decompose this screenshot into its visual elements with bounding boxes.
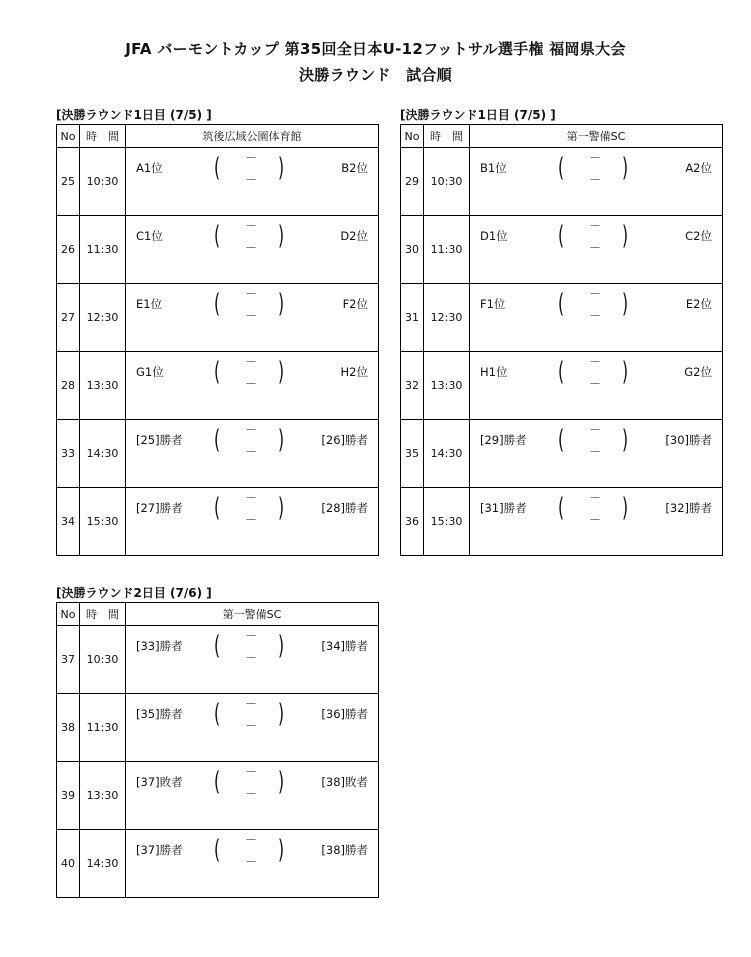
match-row <box>57 488 379 556</box>
score-dash-top: － <box>245 151 258 165</box>
match-no: 26 <box>57 216 80 284</box>
score-dash-top: － <box>245 423 258 437</box>
match-pairing <box>470 148 722 215</box>
score-bracket-right: ) <box>278 221 285 251</box>
match-cell <box>126 762 379 830</box>
score-dash-top: － <box>245 833 258 847</box>
score-bracket-left: ( <box>214 699 221 729</box>
section-label: [決勝ラウンド1日目 (7/5) ] <box>400 108 556 122</box>
match-row <box>57 148 379 216</box>
home-team: A1位 <box>136 161 163 175</box>
score-dash-top: － <box>245 287 258 301</box>
match-pairing <box>470 420 722 487</box>
match-cell <box>126 488 379 556</box>
home-team: [35]勝者 <box>136 707 183 721</box>
match-no: 31 <box>401 284 424 352</box>
match-pairing <box>126 216 378 283</box>
match-row <box>57 830 379 898</box>
score-dash-bottom: － <box>245 855 258 869</box>
match-pairing <box>126 830 378 897</box>
header-time: 時 間 <box>80 603 126 626</box>
match-pairing <box>126 762 378 829</box>
score-dash-top: － <box>589 491 602 505</box>
away-team: [36]勝者 <box>321 707 368 721</box>
match-time: 10:30 <box>80 626 126 694</box>
away-team: [34]勝者 <box>321 639 368 653</box>
score-bracket-right: ) <box>622 425 629 455</box>
match-pairing <box>470 352 722 419</box>
away-team: [28]勝者 <box>321 501 368 515</box>
score-bracket-left: ( <box>214 493 221 523</box>
match-cell <box>126 216 379 284</box>
match-no: 37 <box>57 626 80 694</box>
score-dash-bottom: － <box>589 309 602 323</box>
score-dash-bottom: － <box>589 173 602 187</box>
score-bracket-right: ) <box>622 357 629 387</box>
match-cell <box>470 148 723 216</box>
match-pairing <box>126 420 378 487</box>
score-dash-top: － <box>589 355 602 369</box>
away-team: [32]勝者 <box>665 501 712 515</box>
home-team: E1位 <box>136 297 163 311</box>
match-no: 28 <box>57 352 80 420</box>
match-cell <box>470 284 723 352</box>
match-no: 29 <box>401 148 424 216</box>
score-bracket-right: ) <box>278 631 285 661</box>
score-dash-bottom: － <box>245 513 258 527</box>
score-bracket-right: ) <box>622 221 629 251</box>
match-pairing <box>470 284 722 351</box>
match-cell <box>470 352 723 420</box>
match-cell <box>126 830 379 898</box>
match-no: 30 <box>401 216 424 284</box>
score-bracket-right: ) <box>622 153 629 183</box>
score-dash-bottom: － <box>245 719 258 733</box>
away-team: F2位 <box>342 297 368 311</box>
score-dash-bottom: － <box>245 651 258 665</box>
match-time: 13:30 <box>424 352 470 420</box>
match-cell <box>126 352 379 420</box>
score-bracket-right: ) <box>278 493 285 523</box>
away-team: [38]敗者 <box>321 775 368 789</box>
match-no: 38 <box>57 694 80 762</box>
match-cell <box>126 284 379 352</box>
score-bracket-left: ( <box>214 631 221 661</box>
match-time: 14:30 <box>80 420 126 488</box>
match-time: 12:30 <box>80 284 126 352</box>
score-bracket-left: ( <box>214 221 221 251</box>
home-team: H1位 <box>480 365 508 379</box>
match-cell <box>126 626 379 694</box>
match-pairing <box>470 488 722 555</box>
match-time: 10:30 <box>424 148 470 216</box>
score-bracket-right: ) <box>278 357 285 387</box>
away-team: C2位 <box>685 229 712 243</box>
score-dash-top: － <box>245 697 258 711</box>
header-no: No <box>401 125 424 148</box>
match-cell <box>470 216 723 284</box>
score-bracket-left: ( <box>214 153 221 183</box>
match-row <box>401 352 723 420</box>
match-cell <box>126 694 379 762</box>
header-venue: 第一警備SC <box>126 603 379 626</box>
header-time: 時 間 <box>424 125 470 148</box>
match-no: 40 <box>57 830 80 898</box>
match-pairing <box>126 488 378 555</box>
match-row <box>57 284 379 352</box>
match-pairing <box>126 352 378 419</box>
match-time: 11:30 <box>80 694 126 762</box>
score-dash-top: － <box>589 287 602 301</box>
match-pairing <box>126 694 378 761</box>
score-bracket-right: ) <box>278 425 285 455</box>
score-bracket-left: ( <box>558 493 565 523</box>
home-team: D1位 <box>480 229 508 243</box>
score-bracket-right: ) <box>278 289 285 319</box>
header-no: No <box>57 125 80 148</box>
home-team: [31]勝者 <box>480 501 527 515</box>
score-bracket-left: ( <box>214 767 221 797</box>
score-bracket-right: ) <box>278 767 285 797</box>
score-bracket-left: ( <box>558 153 565 183</box>
away-team: [38]勝者 <box>321 843 368 857</box>
match-cell <box>470 420 723 488</box>
match-no: 34 <box>57 488 80 556</box>
match-row <box>57 762 379 830</box>
home-team: [27]勝者 <box>136 501 183 515</box>
score-dash-bottom: － <box>245 445 258 459</box>
score-dash-bottom: － <box>589 513 602 527</box>
score-bracket-left: ( <box>558 289 565 319</box>
score-dash-top: － <box>589 219 602 233</box>
match-time: 15:30 <box>424 488 470 556</box>
score-bracket-left: ( <box>214 289 221 319</box>
score-bracket-left: ( <box>214 425 221 455</box>
score-dash-bottom: － <box>245 241 258 255</box>
match-time: 10:30 <box>80 148 126 216</box>
score-bracket-right: ) <box>278 835 285 865</box>
score-bracket-left: ( <box>558 425 565 455</box>
match-row <box>57 694 379 762</box>
match-no: 36 <box>401 488 424 556</box>
match-row <box>401 284 723 352</box>
away-team: H2位 <box>340 365 368 379</box>
score-bracket-left: ( <box>214 835 221 865</box>
match-pairing <box>126 626 378 693</box>
match-time: 13:30 <box>80 352 126 420</box>
match-row <box>57 626 379 694</box>
document-subtitle: 決勝ラウンド 試合順 <box>298 66 452 84</box>
away-team: [30]勝者 <box>665 433 712 447</box>
header-venue: 第一警備SC <box>470 125 723 148</box>
score-dash-bottom: － <box>245 377 258 391</box>
header-venue: 筑後広域公園体育館 <box>126 125 379 148</box>
home-team: [37]敗者 <box>136 775 183 789</box>
schedule-table <box>400 124 723 556</box>
home-team: [37]勝者 <box>136 843 183 857</box>
away-team: [26]勝者 <box>321 433 368 447</box>
match-row <box>57 420 379 488</box>
score-dash-top: － <box>589 151 602 165</box>
match-no: 25 <box>57 148 80 216</box>
score-dash-bottom: － <box>589 241 602 255</box>
match-pairing <box>470 216 722 283</box>
away-team: E2位 <box>685 297 712 311</box>
away-team: D2位 <box>340 229 368 243</box>
away-team: B2位 <box>341 161 368 175</box>
home-team: F1位 <box>480 297 506 311</box>
match-row <box>401 148 723 216</box>
home-team: B1位 <box>480 161 507 175</box>
schedule-table <box>56 124 379 556</box>
score-dash-bottom: － <box>589 377 602 391</box>
away-team: G2位 <box>684 365 712 379</box>
match-cell <box>470 488 723 556</box>
score-dash-bottom: － <box>245 787 258 801</box>
section-day2-daiichi <box>56 584 379 898</box>
document-title: JFA バーモントカップ 第35回全日本U-12フットサル選手権 福岡県大会 <box>125 40 626 58</box>
score-bracket-left: ( <box>558 221 565 251</box>
match-time: 11:30 <box>424 216 470 284</box>
away-team: A2位 <box>685 161 712 175</box>
match-row <box>57 216 379 284</box>
home-team: [25]勝者 <box>136 433 183 447</box>
match-time: 11:30 <box>80 216 126 284</box>
home-team: [29]勝者 <box>480 433 527 447</box>
section-day1-daiichi <box>400 106 723 556</box>
score-dash-top: － <box>589 423 602 437</box>
score-dash-top: － <box>245 491 258 505</box>
match-row <box>401 420 723 488</box>
match-time: 14:30 <box>424 420 470 488</box>
header-time: 時 間 <box>80 125 126 148</box>
section-label: [決勝ラウンド1日目 (7/5) ] <box>56 108 212 122</box>
score-bracket-right: ) <box>278 699 285 729</box>
score-dash-top: － <box>245 765 258 779</box>
match-time: 12:30 <box>424 284 470 352</box>
match-cell <box>126 148 379 216</box>
match-no: 39 <box>57 762 80 830</box>
match-no: 32 <box>401 352 424 420</box>
score-dash-top: － <box>245 355 258 369</box>
match-row <box>401 488 723 556</box>
home-team: [33]勝者 <box>136 639 183 653</box>
match-row <box>57 352 379 420</box>
score-dash-top: － <box>245 629 258 643</box>
match-no: 27 <box>57 284 80 352</box>
match-time: 14:30 <box>80 830 126 898</box>
section-label: [決勝ラウンド2日目 (7/6) ] <box>56 586 212 600</box>
schedule-table <box>56 602 379 898</box>
match-pairing <box>126 284 378 351</box>
header-no: No <box>57 603 80 626</box>
score-dash-bottom: － <box>245 309 258 323</box>
match-no: 35 <box>401 420 424 488</box>
score-bracket-left: ( <box>214 357 221 387</box>
match-time: 15:30 <box>80 488 126 556</box>
score-bracket-left: ( <box>558 357 565 387</box>
home-team: C1位 <box>136 229 163 243</box>
score-bracket-right: ) <box>278 153 285 183</box>
match-no: 33 <box>57 420 80 488</box>
score-bracket-right: ) <box>622 289 629 319</box>
home-team: G1位 <box>136 365 164 379</box>
score-dash-bottom: － <box>245 173 258 187</box>
match-pairing <box>126 148 378 215</box>
score-dash-bottom: － <box>589 445 602 459</box>
score-bracket-right: ) <box>622 493 629 523</box>
score-dash-top: － <box>245 219 258 233</box>
match-time: 13:30 <box>80 762 126 830</box>
match-row <box>401 216 723 284</box>
section-day1-chikugo <box>56 106 379 556</box>
match-cell <box>126 420 379 488</box>
